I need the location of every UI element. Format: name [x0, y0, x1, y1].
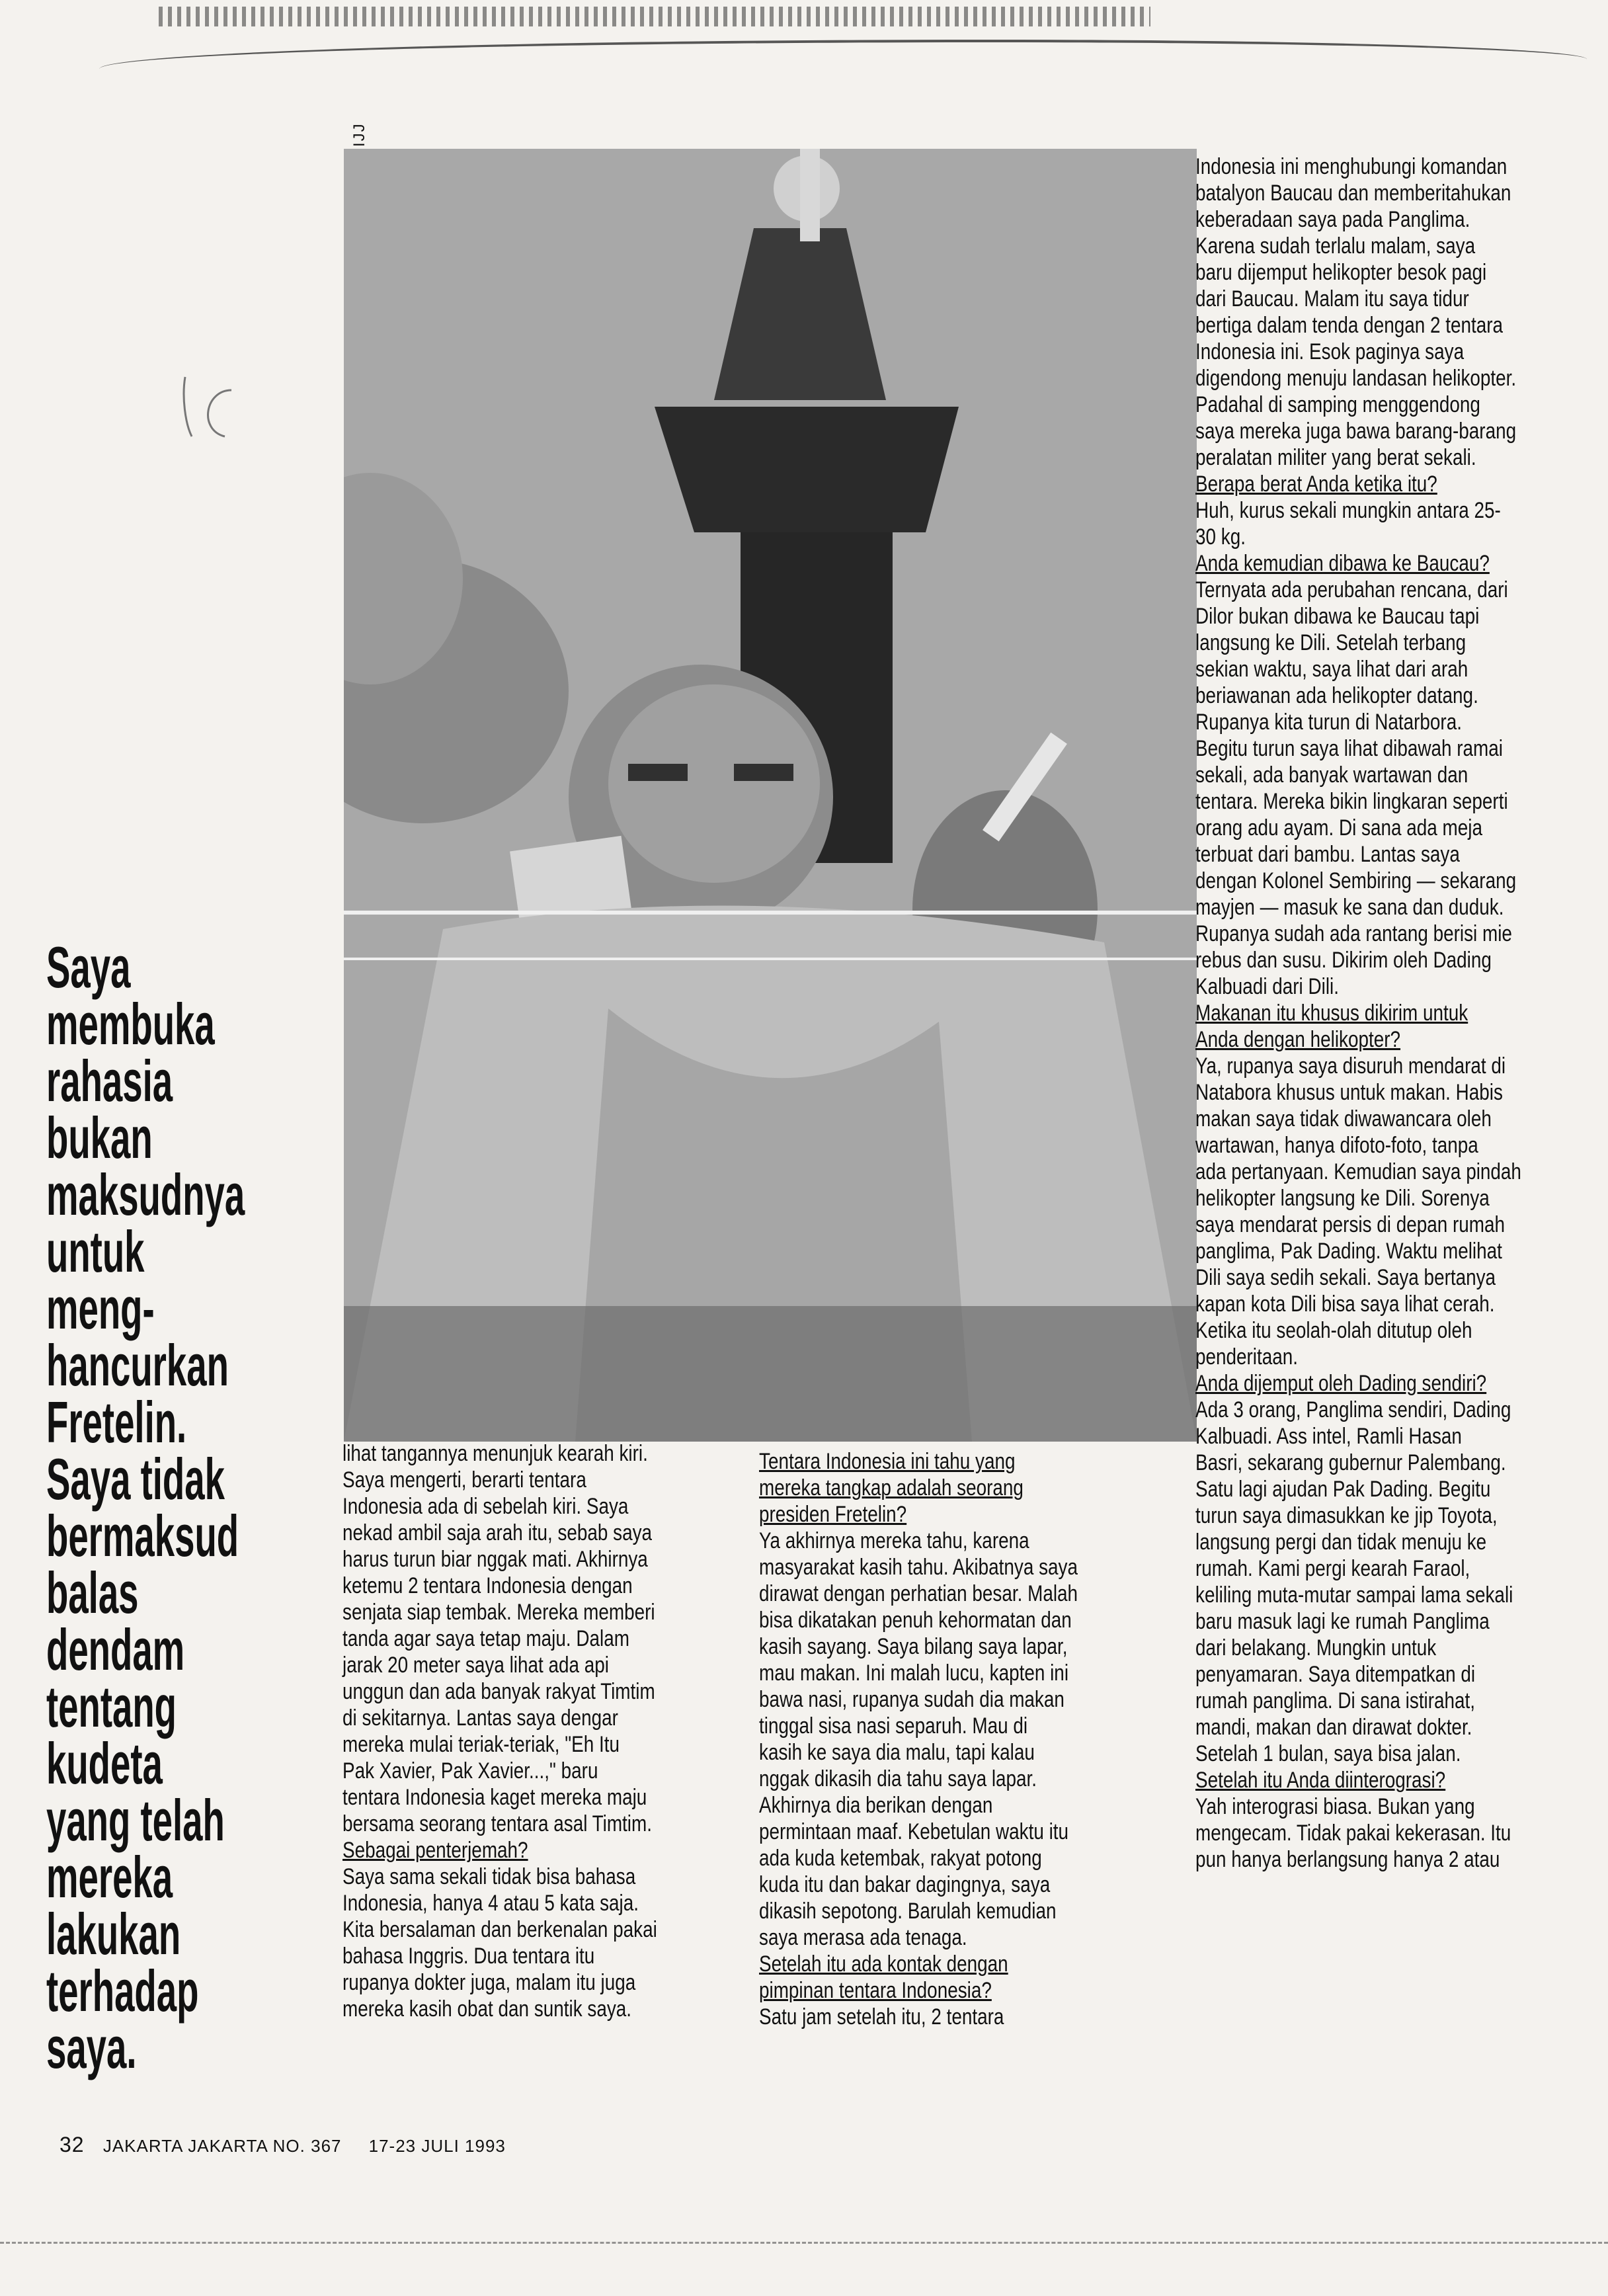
margin-scribble: [179, 370, 238, 443]
body-text-line: saya mereka juga bawa barang-barang: [1195, 419, 1517, 444]
pull-quote-line: kudeta: [46, 1731, 163, 1796]
body-text-line: mereka mulai teriak-teriak, "Eh Itu: [342, 1732, 620, 1757]
body-text-line: batalyon Baucau dan memberitahukan: [1195, 181, 1511, 206]
body-text-line: Basri, sekarang gubernur Palembang.: [1195, 1450, 1506, 1475]
pull-quote-line: meng-: [46, 1276, 155, 1341]
body-text-line: Dilor bukan dibawa ke Baucau tapi: [1195, 604, 1480, 629]
pull-quote-line: rahasia: [46, 1048, 173, 1114]
body-text-line: permintaan maaf. Kebetulan waktu itu: [759, 1819, 1069, 1844]
body-text-line: Indonesia ada di sebelah kiri. Saya: [342, 1494, 629, 1519]
body-text-line: Pak Xavier, Pak Xavier...," baru: [342, 1758, 598, 1784]
body-text-line: keberadaan saya pada Panglima.: [1195, 207, 1470, 232]
body-text-line: peralatan militer yang berat sekali.: [1195, 445, 1476, 470]
body-text-line: wartawan, hanya difoto-foto, tanpa: [1195, 1133, 1478, 1158]
pull-quote-line: dendam: [46, 1617, 185, 1682]
body-text-line: Dili saya sedih sekali. Saya bertanya: [1195, 1265, 1496, 1290]
body-text-line: mereka kasih obat dan suntik saya.: [342, 1996, 632, 2022]
body-text-line: Saya mengerti, berarti tentara: [342, 1467, 586, 1493]
body-text-line: dikasih sepotong. Barulah kemudian: [759, 1899, 1057, 1924]
body-text-line: bisa dikatakan penuh kehormatan dan: [759, 1608, 1072, 1633]
pull-quote-line: tentang: [46, 1674, 177, 1739]
body-text-line: saya merasa ada tenaga.: [759, 1925, 967, 1950]
page-footer: [60, 2133, 506, 2157]
body-text-line: bersama seorang tentara asal Timtim.: [342, 1811, 652, 1836]
scan-edge-line: [99, 40, 1587, 89]
interview-question: mereka tangkap adalah seorang: [759, 1475, 1024, 1500]
body-text-line: Ada 3 orang, Panglima sendiri, Dading: [1195, 1397, 1511, 1422]
column-middle: [759, 1448, 1078, 2030]
interview-question: Anda kemudian dibawa ke Baucau?: [1195, 551, 1490, 576]
pull-quote-line: Saya tidak: [46, 1446, 225, 1512]
body-text-line: Rupanya sudah ada rantang berisi mie: [1195, 921, 1512, 946]
body-text-line: langsung pergi dan tidak menuju ke: [1195, 1530, 1487, 1555]
body-text-line: rumah. Kami pergi kearah Faraol,: [1195, 1556, 1470, 1581]
body-text-line: baru masuk lagi ke rumah Panglima: [1195, 1609, 1490, 1634]
body-text-line: baru dijemput helikopter besok pagi: [1195, 260, 1487, 285]
pull-quote-line: saya.: [46, 2015, 137, 2080]
body-text-line: sekian waktu, saya lihat dari arah: [1195, 657, 1468, 682]
interview-question: Setelah itu ada kontak dengan: [759, 1951, 1008, 1977]
body-text-line: sekali, ada banyak wartawan dan: [1195, 762, 1468, 788]
body-text-line: Indonesia ini menghubungi komandan: [1195, 154, 1508, 179]
interview-question: Berapa berat Anda ketika itu?: [1195, 472, 1437, 497]
body-text-line: turun saya dimasukkan ke jip Toyota,: [1195, 1503, 1498, 1528]
body-text-line: Akhirnya dia berikan dengan: [759, 1793, 993, 1818]
body-text-line: mandi, makan dan dirawat dokter.: [1195, 1715, 1472, 1740]
body-text-line: Yah interograsi biasa. Bukan yang: [1195, 1794, 1475, 1819]
body-text-line: dengan Kolonel Sembiring — sekarang: [1195, 868, 1517, 893]
body-text-line: lihat tangannya menunjuk kearah kiri.: [342, 1441, 648, 1466]
body-text-line: Padahal di samping menggendong: [1195, 392, 1480, 417]
pull-quote-line: mereka: [46, 1844, 173, 1910]
body-text-line: Setelah 1 bulan, saya bisa jalan.: [1195, 1741, 1461, 1766]
issue-date: 17-23 JULI 1993: [368, 2136, 506, 2156]
body-text-line: digendong menuju landasan helikopter.: [1195, 366, 1517, 391]
body-text-line: Satu jam setelah itu, 2 tentara: [759, 2004, 1004, 2030]
body-text-line: penderitaan.: [1195, 1344, 1299, 1370]
body-text-line: Ya akhirnya mereka tahu, karena: [759, 1528, 1029, 1553]
interview-question: Makanan itu khusus dikirim untuk: [1195, 1001, 1468, 1026]
scan-artifact-top: [159, 7, 1150, 26]
body-text-line: pun hanya berlangsung hanya 2 atau: [1195, 1847, 1500, 1872]
body-text-line: nekad ambil saja arah itu, sebab saya: [342, 1520, 653, 1545]
body-text-line: 30 kg.: [1195, 524, 1246, 550]
page-number: 32: [60, 2133, 85, 2156]
interview-question: Anda dengan helikopter?: [1195, 1027, 1401, 1052]
interview-question: Setelah itu Anda diinterograsi?: [1195, 1768, 1446, 1793]
pull-quote-line: bermaksud: [46, 1503, 239, 1569]
body-text-line: beriawanan ada helikopter datang.: [1195, 683, 1478, 708]
body-text-line: Satu lagi ajudan Pak Dading. Begitu: [1195, 1477, 1491, 1502]
body-text-line: harus turun biar nggak mati. Akhirnya: [342, 1547, 648, 1572]
body-text-line: Ketika itu seolah-olah ditutup oleh: [1195, 1318, 1472, 1343]
pull-quote-line: Fretelin.: [46, 1389, 187, 1455]
body-text-line: masyarakat kasih tahu. Akibatnya saya: [759, 1555, 1078, 1580]
body-text-line: kapan kota Dili bisa saya lihat cerah.: [1195, 1292, 1495, 1317]
body-text-line: ada kuda ketembak, rakyat potong: [759, 1846, 1042, 1871]
body-text-line: tanda agar saya tetap maju. Dalam: [342, 1626, 629, 1651]
body-text-line: Kalbuadi. Ass intel, Ramli Hasan: [1195, 1424, 1462, 1449]
interview-question: Tentara Indonesia ini tahu yang: [759, 1449, 1016, 1474]
pull-quote-line: membuka: [46, 991, 215, 1057]
body-text-line: mayjen — masuk ke sana dan duduk.: [1195, 895, 1504, 920]
scan-edge-bottom: [0, 2242, 1608, 2244]
body-text-line: Huh, kurus sekali mungkin antara 25-: [1195, 498, 1501, 523]
pull-quote-line: yang telah: [46, 1787, 225, 1853]
body-text-line: tentara Indonesia kaget mereka maju: [342, 1785, 647, 1810]
body-text-line: penyamaran. Saya ditempatkan di: [1195, 1662, 1476, 1687]
body-text-line: langsung ke Dili. Setelah terbang: [1195, 630, 1467, 655]
body-text-line: Begitu turun saya lihat dibawah ramai: [1195, 736, 1503, 761]
body-text-line: Rupanya kita turun di Natarbora.: [1195, 710, 1462, 735]
column-left: [342, 1440, 657, 2022]
pull-quote-line: hancurkan: [46, 1332, 229, 1398]
body-text-line: senjata siap tembak. Mereka memberi: [342, 1600, 655, 1625]
body-text-line: ketemu 2 tentara Indonesia dengan: [342, 1573, 633, 1598]
body-text-line: orang adu ayam. Di sana ada meja: [1195, 815, 1482, 840]
body-text-line: di sekitarnya. Lantas saya dengar: [342, 1705, 618, 1731]
pull-quote-line: maksudnya: [46, 1162, 245, 1227]
body-text-line: rupanya dokter juga, malam itu juga: [342, 1970, 636, 1995]
body-text-line: bahasa Inggris. Dua tentara itu: [342, 1944, 595, 1969]
body-text-line: rebus dan susu. Dikirim oleh Dading: [1195, 948, 1492, 973]
pull-quote-line: untuk: [46, 1219, 145, 1284]
column-right: [1195, 153, 1521, 1873]
pull-quote-line: Saya: [46, 934, 131, 1000]
body-text-line: Natabora khusus untuk makan. Habis: [1195, 1080, 1503, 1105]
magazine-issue: JAKARTA JAKARTA NO. 367: [102, 2136, 342, 2156]
body-text-line: terbuat dari bambu. Lantas saya: [1195, 842, 1460, 867]
body-text-line: Ya, rupanya saya disuruh mendarat di: [1195, 1053, 1506, 1079]
body-text-line: tentara. Mereka bikin lingkaran seperti: [1195, 789, 1508, 814]
body-text-line: bawa nasi, rupanya sudah dia makan: [759, 1687, 1065, 1712]
interview-question: pimpinan tentara Indonesia?: [759, 1978, 992, 2003]
pull-quote-line: balas: [46, 1560, 139, 1625]
body-text-line: rumah panglima. Di sana istirahat,: [1195, 1688, 1476, 1713]
body-text-line: keliling muta-mutar sampai lama sekali: [1195, 1582, 1513, 1608]
body-text-line: jarak 20 meter saya lihat ada api: [342, 1653, 609, 1678]
portrait-photo: [344, 149, 1197, 1442]
body-text-line: Kita bersalaman dan berkenalan pakai: [342, 1917, 657, 1942]
body-text-line: kasih ke saya dia malu, tapi kalau: [759, 1740, 1035, 1765]
pull-quote-line: bukan: [46, 1105, 153, 1170]
pull-quote: [46, 934, 245, 2080]
interview-question: Anda dijemput oleh Dading sendiri?: [1195, 1371, 1487, 1396]
body-text-line: Saya sama sekali tidak bisa bahasa: [342, 1864, 636, 1889]
body-text-line: dari Baucau. Malam itu saya tidur: [1195, 286, 1469, 311]
interview-question: presiden Fretelin?: [759, 1502, 907, 1527]
body-text-line: mau makan. Ini malah lucu, kapten ini: [759, 1660, 1069, 1686]
body-text-line: saya mendarat persis di depan rumah: [1195, 1212, 1506, 1237]
body-text-line: Kalbuadi dari Dili.: [1195, 974, 1339, 999]
body-text-line: unggun dan ada banyak rakyat Timtim: [342, 1679, 655, 1704]
interview-question: Sebagai penterjemah?: [342, 1838, 528, 1863]
body-text-line: kasih sayang. Saya bilang saya lapar,: [759, 1634, 1068, 1659]
body-text-line: Indonesia ini. Esok paginya saya: [1195, 339, 1465, 364]
body-text-line: tinggal sisa nasi separuh. Mau di: [759, 1713, 1028, 1739]
body-text-line: helikopter langsung ke Dili. Sorenya: [1195, 1186, 1490, 1211]
body-text-line: kuda itu dan bakar dagingnya, saya: [759, 1872, 1051, 1897]
body-text-line: makan saya tidak diwawancara oleh: [1195, 1106, 1492, 1131]
body-text-line: Ternyata ada perubahan rencana, dari: [1195, 577, 1508, 602]
body-text-line: Indonesia, hanya 4 atau 5 kata saja.: [342, 1891, 639, 1916]
body-text-line: bertiga dalam tenda dengan 2 tentara: [1195, 313, 1504, 338]
body-text-line: dirawat dengan perhatian besar. Malah: [759, 1581, 1078, 1606]
pull-quote-line: terhadap: [46, 1958, 199, 2024]
body-text-line: dari belakang. Mungkin untuk: [1195, 1635, 1437, 1660]
photo-illustration: [344, 149, 1197, 1442]
body-text-line: Karena sudah terlalu malam, saya: [1195, 233, 1476, 259]
body-text-line: ada pertanyaan. Kemudian saya pindah: [1195, 1159, 1521, 1184]
body-text-line: panglima, Pak Dading. Waktu melihat: [1195, 1239, 1502, 1264]
body-text-line: nggak dikasih dia tahu saya lapar.: [759, 1766, 1037, 1791]
pull-quote-line: lakukan: [46, 1901, 181, 1967]
body-text-line: mengecam. Tidak pakai kekerasan. Itu: [1195, 1821, 1511, 1846]
